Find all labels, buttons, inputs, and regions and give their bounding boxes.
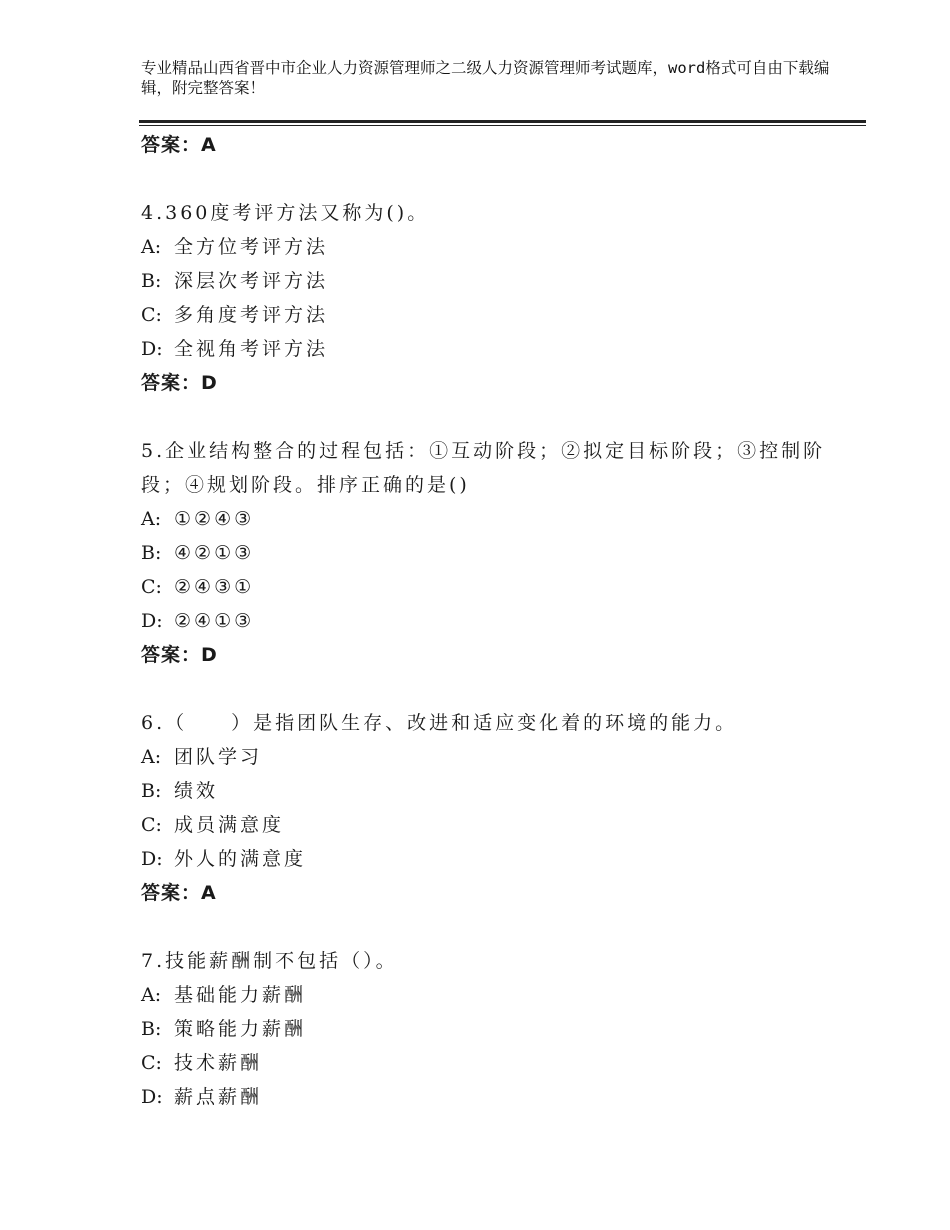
- question-stem: 7.技能薪酬制不包括（）。: [141, 950, 398, 972]
- option-a: A: ①②④③: [141, 508, 255, 530]
- option-d: D: 外人的满意度: [141, 848, 307, 870]
- header-rule-thin: [139, 125, 866, 126]
- option-b: B: 绩效: [141, 780, 219, 802]
- option-c: C: ②④③①: [141, 576, 255, 598]
- answer-line: 答案：A: [141, 134, 217, 156]
- question-block: [141, 706, 841, 910]
- option-d: D: 全视角考评方法: [141, 338, 329, 360]
- option-b: B: ④②①③: [141, 542, 255, 564]
- header-rule-thick: [139, 120, 866, 123]
- option-a: A: 团队学习: [141, 746, 263, 768]
- option-a: A: 全方位考评方法: [141, 236, 329, 258]
- answer-line: 答案：A: [141, 882, 217, 904]
- option-c: C: 成员满意度: [141, 814, 285, 836]
- option-d: D: ②④①③: [141, 610, 255, 632]
- question-block: [141, 944, 841, 1114]
- question-block: [141, 196, 841, 400]
- answer-line: 答案：D: [141, 644, 218, 666]
- option-c: C: 多角度考评方法: [141, 304, 329, 326]
- answer-line: 答案：D: [141, 372, 218, 394]
- option-b: B: 深层次考评方法: [141, 270, 329, 292]
- document-header: 专业精品山西省晋中市企业人力资源管理师之二级人力资源管理师考试题库，word格式可自由下载编辑，附完整答案！: [141, 59, 830, 97]
- option-a: A: 基础能力薪酬: [141, 984, 307, 1006]
- question-stem: 6.（ ）是指团队生存、改进和适应变化着的环境的能力。: [141, 712, 738, 734]
- question-block: [141, 434, 841, 672]
- option-d: D: 薪点薪酬: [141, 1086, 263, 1108]
- question-stem: 4.360度考评方法又称为()。: [141, 202, 430, 224]
- question-list: [141, 128, 841, 1114]
- option-c: C: 技术薪酬: [141, 1052, 263, 1074]
- question-stem: 5.企业结构整合的过程包括：①互动阶段；②拟定目标阶段；③控制阶段；④规划阶段。排序正确的是(): [141, 440, 826, 496]
- option-b: B: 策略能力薪酬: [141, 1018, 307, 1040]
